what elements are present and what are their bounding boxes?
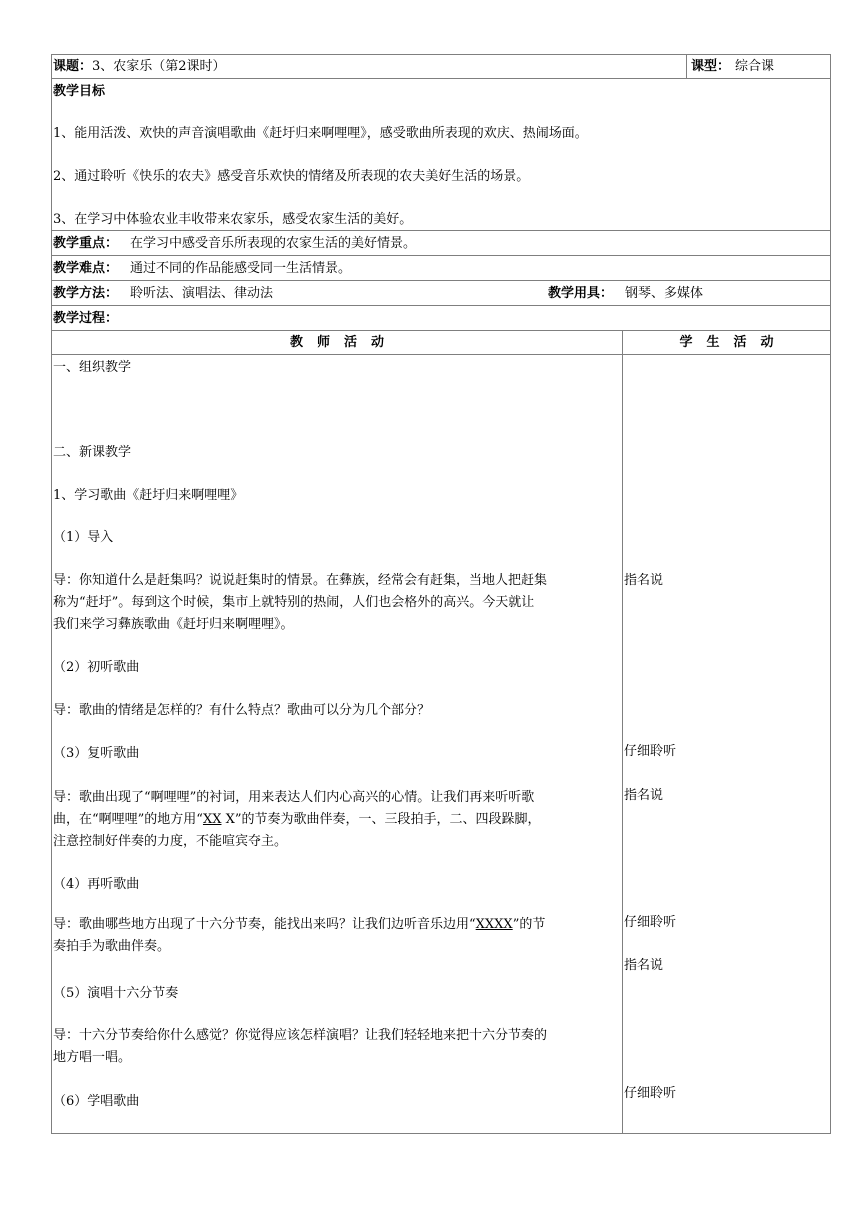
teacher-header-cell [51,330,623,355]
step-sing-sixteenth: （5）演唱十六分节奏 [53,986,179,1001]
objectives-cell [51,78,831,231]
type-label: 课型： [691,59,731,74]
second-listen-line-2-start: 曲，在“啊哩哩”的地方用“ [53,812,203,827]
student-activity-header: 学生活动 [679,335,788,350]
objective-item-2: 2、通过聆听《快乐的农夫》感受音乐欢快的情绪及所表现的农夫美好生活的场景。 [53,169,530,184]
sing-sixteenth-line-2: 地方唱一唱。 [53,1050,132,1065]
topic-label: 课题： [53,59,93,74]
tools-label: 教学用具： [548,286,614,301]
key-point-value: 在学习中感受音乐所表现的农家生活的美好情景。 [130,236,417,251]
topic-cell [51,54,687,79]
objective-item-1: 1、能用活泼、欢快的声音演唱歌曲《赶圩归来啊哩哩》，感受歌曲所表现的欢庆、热闹场面。 [53,126,588,141]
student-header-cell [622,330,831,355]
step-intro: （1）导入 [53,530,114,545]
key-point-label: 教学重点： [53,236,119,251]
section-learn-song: 1、学习歌曲《赶圩归来啊哩哩》 [53,488,244,503]
third-listen-line-1 [53,917,545,933]
rhythm-x: X [225,812,235,827]
third-listen-line-2: 奏拍手为歌曲伴奏。 [53,939,171,954]
student-activity-5: 指名说 [624,958,664,973]
key-point-cell [51,230,831,256]
step-first-listen: （2）初听歌曲 [53,660,140,675]
student-activity-cell [622,354,831,1134]
tools-value: 钢琴、多媒体 [625,286,704,301]
second-listen-line-3: 注意控制好伴奏的力度，不能喧宾夺主。 [53,834,288,849]
step-third-listen: （4）再听歌曲 [53,877,140,892]
objective-item-3: 3、在学习中体验农业丰收带来农家乐，感受农家生活的美好。 [53,212,413,227]
second-listen-line-2 [53,812,541,828]
rhythm-xxxx: XXXX [475,917,513,932]
student-activity-1: 指名说 [624,573,664,588]
intro-line-3: 我们来学习彝族歌曲《赶圩归来啊哩哩》。 [53,617,294,632]
intro-line-1: 导：你知道什么是赶集吗？说说赶集时的情景。在彝族，经常会有赶集，当地人把赶集 [53,573,548,588]
step-learn-sing: （6）学唱歌曲 [53,1094,140,1109]
type-cell [686,54,831,79]
methods-value: 聆听法、演唱法、律动法 [130,286,274,301]
process-label: 教学过程： [53,311,119,326]
student-activity-2: 仔细聆听 [624,744,677,759]
difficulty-cell [51,255,831,281]
student-activity-3: 指名说 [624,788,664,803]
topic-value: 3、农家乐（第2课时） [92,59,226,74]
second-listen-line-1: 导：歌曲出现了“啊哩哩”的衬词，用来表达人们内心高兴的心情。让我们再来听听歌 [53,790,535,805]
teacher-activity-cell [51,354,623,1134]
third-listen-line-1-start: 导：歌曲哪些地方出现了十六分节奏，能找出来吗？让我们边听音乐边用“ [53,917,476,932]
section-organize: 一、组织教学 [53,360,132,375]
student-activity-4: 仔细聆听 [624,915,677,930]
teacher-activity-header: 教师活动 [289,335,398,350]
second-listen-line-2-end: ”的节奏为歌曲伴奏，一、三段拍手，二、四段跺脚， [234,812,541,827]
methods-label: 教学方法： [53,286,119,301]
student-activity-6: 仔细聆听 [624,1086,677,1101]
type-value: 综合课 [735,59,775,74]
objectives-label: 教学目标 [53,84,106,99]
methods-cell [51,280,831,306]
sing-sixteenth-line-1: 导：十六分节奏给你什么感觉？你觉得应该怎样演唱？让我们轻轻地来把十六分节奏的 [53,1028,548,1043]
section-new-lesson: 二、新课教学 [53,445,132,460]
difficulty-label: 教学难点： [53,261,119,276]
rhythm-xx: XX [202,812,222,827]
intro-line-2: 称为“赶圩”。每到这个时候，集市上就特别的热闹，人们也会格外的高兴。今天就让 [53,595,535,610]
difficulty-value: 通过不同的作品能感受同一生活情景。 [130,261,352,276]
process-cell [51,305,831,331]
step-second-listen: （3）复听歌曲 [53,746,140,761]
first-listen-text: 导：歌曲的情绪是怎样的？有什么特点？歌曲可以分为几个部分？ [53,703,431,718]
third-listen-line-1-end: ”的节 [512,917,546,932]
